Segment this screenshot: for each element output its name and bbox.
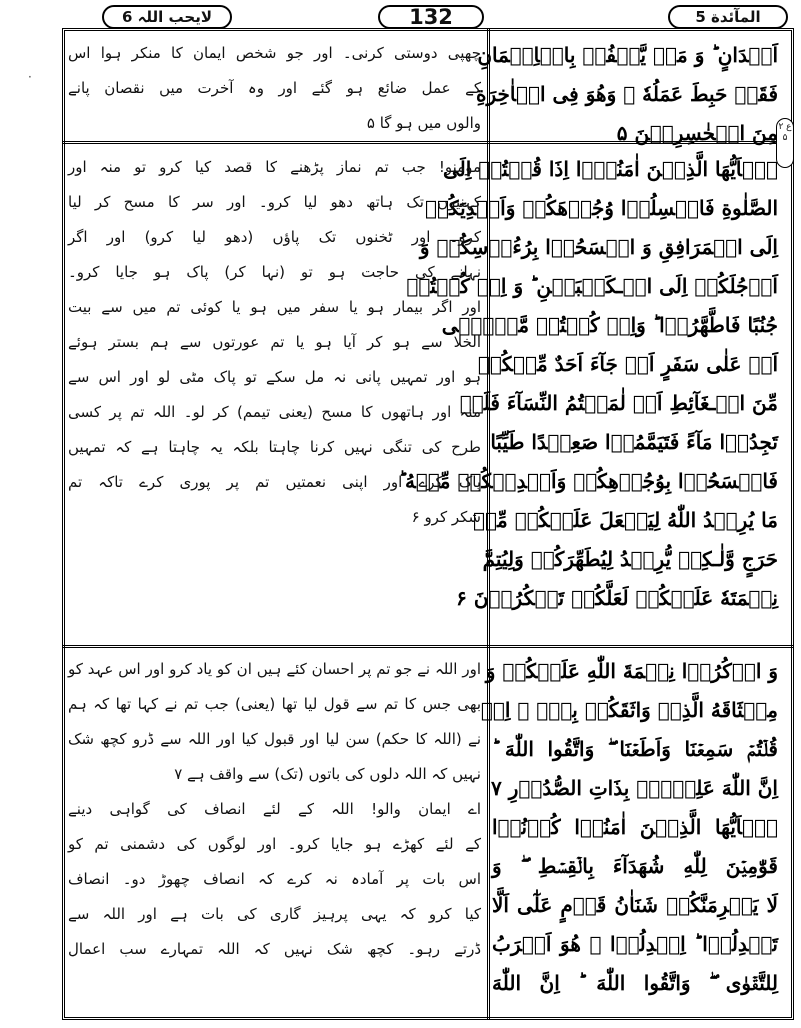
arabic-line: مَا يُرِيۡدُ اللّٰهُ لِيَجۡعَلَ عَلَيۡكُمۡ مِّنۡ — [473, 508, 778, 532]
urdu-line: اے ایمان والو! اللہ کے لئے انصاف کی گواہی دینے — [68, 800, 481, 818]
arabic-line: حَرَجٍ وَّلٰـكِنۡ يُّرِيۡدُ لِيُطَهِّرَكُمۡ وَلِيُتِمَّ — [482, 547, 778, 571]
urdu-line: نہیں کہ اللہ دلوں کی باتوں (تک) سے واقف ہے ۷ — [174, 765, 481, 783]
urdu-section-2 — [68, 150, 481, 535]
arabic-line: مِنَ الۡخٰسِرِيۡنَ ۵ — [616, 121, 778, 145]
juz-name-label: لایحب اللہ 6 — [102, 5, 232, 29]
urdu-line: منہ اور ہاتھوں کا مسح (یعنی تیمم) کر لو۔ اللہ تم پر کسی — [68, 403, 481, 421]
urdu-section-3 — [68, 652, 481, 967]
ruku-marker: ع ۲ ۵ — [776, 118, 794, 168]
urdu-line: مومنو! جب تم نماز پڑھنے کا قصد کیا کرو تو منہ اور — [68, 158, 481, 176]
arabic-line: اَرۡجُلَكُمۡ اِلَى الۡـكَعۡبَيۡنِ ؕ وَ اِنۡ كُنۡتُمۡ — [406, 274, 778, 298]
urdu-line: کے عمل ضائع ہو گئے اور وہ آخرت میں نقصان پانے — [68, 79, 481, 97]
arabic-line: تَعۡدِلُوۡا ؕ اِعۡدِلُوۡا ۖ هُوَ اَقۡرَبُ — [492, 932, 778, 956]
arabic-section-1 — [476, 36, 778, 153]
arabic-line: اِلَى الۡمَرَافِقِ وَ امۡسَحُوۡا بِرُءُوۡسِكُمۡ وَ — [419, 235, 778, 259]
arabic-line: يٰۤاَيُّهَا الَّذِيۡنَ اٰمَنُوۡا كُوۡنُوۡا — [492, 815, 778, 839]
urdu-line: کہنیوں تک ہاتھ دھو لیا کرو۔ اور سر کا مسح کر لیا — [68, 193, 481, 211]
urdu-section-1 — [68, 36, 481, 141]
urdu-line: ڈرتے رہو۔ کچھ شک نہیں کہ اللہ تمہارے سب اعمال — [68, 940, 481, 958]
urdu-line: کے لئے کھڑے ہو جایا کرو۔ اور لوگوں کی دشمنی تم کو — [68, 835, 481, 853]
arabic-line: يٰۤاَيُّهَا الَّذِيۡنَ اٰمَنُوۡۤا اِذَا قُمۡتُمۡ اِلَى — [443, 157, 778, 181]
urdu-line: اس بات پر آمادہ نہ کرے کہ انصاف چھوڑ دو۔ انصاف — [68, 870, 481, 888]
arabic-line: نِعۡمَتَهٗ عَلَيۡكُمۡ لَعَلَّكُمۡ تَشۡكُرُوۡنَ ۶ — [456, 586, 778, 610]
arabic-line: اِنَّ اللّٰهَ عَلِيۡمٌۢ بِذَاتِ الصُّدُوۡرِ ۷ — [491, 776, 778, 800]
arabic-line: الصَّلٰوةِ فَاغۡسِلُوۡا وُجُوۡهَكُمۡ وَاَيۡدِيَكُمۡ — [425, 196, 778, 220]
urdu-line: الخلا سے ہو کر آیا ہو یا تم عورتوں سے ہم بستر ہوئے — [68, 333, 481, 351]
arabic-line: اَوۡ عَلٰى سَفَرٍ اَوۡ جَآءَ اَحَدٌ مِّنۡكُمۡ — [477, 352, 778, 376]
margin-dot: · — [28, 70, 32, 84]
arabic-line: مِّنَ الۡـغَآئِطِ اَوۡ لٰمَسۡتُمُ النِّسَآءَ فَلَمۡ — [459, 391, 778, 415]
arabic-line: قُلۡتُمۡ سَمِعۡنَا وَاَطَعۡنَا ۖ وَاتَّقُوا اللّٰهَ ؕ — [492, 737, 778, 761]
arabic-line: اَخۡدَانٍ ؕ وَ مَنۡ يَّكۡفُرۡ بِالۡاِيۡمَانِ — [477, 43, 778, 67]
surah-name-label: المآئدة 5 — [668, 5, 788, 29]
arabic-line: وَ اذۡكُرُوۡا نِعۡمَةَ اللّٰهِ عَلَيۡكُمۡ وَ — [485, 659, 778, 683]
arabic-section-3 — [480, 652, 778, 1003]
arabic-line: جُنُبًا فَاطَّهَّرُوۡا ؕ وَاِنۡ كُنۡتُمۡ مَّرۡضٰۤى — [441, 313, 778, 337]
arabic-line: مِيۡثَاقَهُ الَّذِىۡ وَاثَقَكُمۡ بِهٖۤ ۙ اِذۡ — [480, 698, 778, 722]
urdu-line: کرو۔ اور ٹخنوں تک پاؤں (دھو لیا کرو) اور اگر — [68, 228, 481, 246]
urdu-line: چھپی دوستی کرنی۔ اور جو شخص ایمان کا منکر ہوا اس — [68, 44, 481, 62]
arabic-line: فَامۡسَحُوۡا بِوُجُوۡهِكُمۡ وَاَيۡدِيۡكُمۡ مِّنۡهُ ؕ — [398, 469, 778, 493]
urdu-line: طرح کی تنگی نہیں کرنا چاہتا بلکہ یہ چاہتا ہے کہ تمہیں — [68, 438, 481, 456]
urdu-line: کیا کرو کہ یہی پرہیز گاری کی بات ہے اور اللہ سے — [68, 905, 481, 923]
arabic-line: لِلتَّقۡوٰى ۖ وَاتَّقُوا اللّٰهَ ؕ اِنَّ اللّٰهَ — [492, 971, 778, 995]
urdu-line: پاک کرے اور اپنی نعمتیں تم پر پوری کرے تاکہ تم — [68, 473, 481, 491]
page-number: 132 — [378, 5, 484, 29]
urdu-line: ہو اور تمہیں پانی نہ مل سکے تو پاک مٹی لو اور اس سے — [68, 368, 481, 386]
arabic-line: تَجِدُوۡا مَآءً فَتَيَمَّمُوۡا صَعِيۡدًا طَيِّبًا — [490, 430, 778, 454]
urdu-line: والوں میں ہو گا ۵ — [366, 114, 481, 132]
page-header — [0, 0, 801, 30]
section-divider-2 — [62, 645, 794, 648]
urdu-line: نہانے کی حاجت ہو تو (نہا کر) پاک ہو جایا کرو۔ — [68, 263, 481, 281]
urdu-line: شکر کرو ۶ — [411, 508, 481, 526]
urdu-line: اور اللہ نے جو تم پر احسان کئے ہیں ان کو یاد کرو اور اس عہد کو — [68, 660, 481, 678]
urdu-line: بھی جس کا تم سے قول لیا تھا (یعنی) جب تم نے کہا تھا کہ ہم — [68, 695, 481, 713]
urdu-line: اور اگر بیمار ہو یا سفر میں ہو یا کوئی تم میں سے بیت — [68, 298, 481, 316]
arabic-line: قَوّٰمِيۡنَ لِلّٰهِ شُهَدَآءَ بِالۡقِسۡطِ ۖ وَ — [492, 854, 778, 878]
urdu-line: نے (اللہ کا حکم) سن لیا اور قبول کیا اور اللہ سے ڈرو کچھ شک — [68, 730, 481, 748]
arabic-line: لَا يَجۡرِمَنَّكُمۡ شَنَاٰنُ قَوۡمٍ عَلٰٓى اَلَّا — [492, 893, 778, 917]
arabic-line: فَقَدۡ حَبِطَ عَمَلُهٗ ۡ وَهُوَ فِى الۡاٰخِرَةِ — [476, 82, 778, 106]
